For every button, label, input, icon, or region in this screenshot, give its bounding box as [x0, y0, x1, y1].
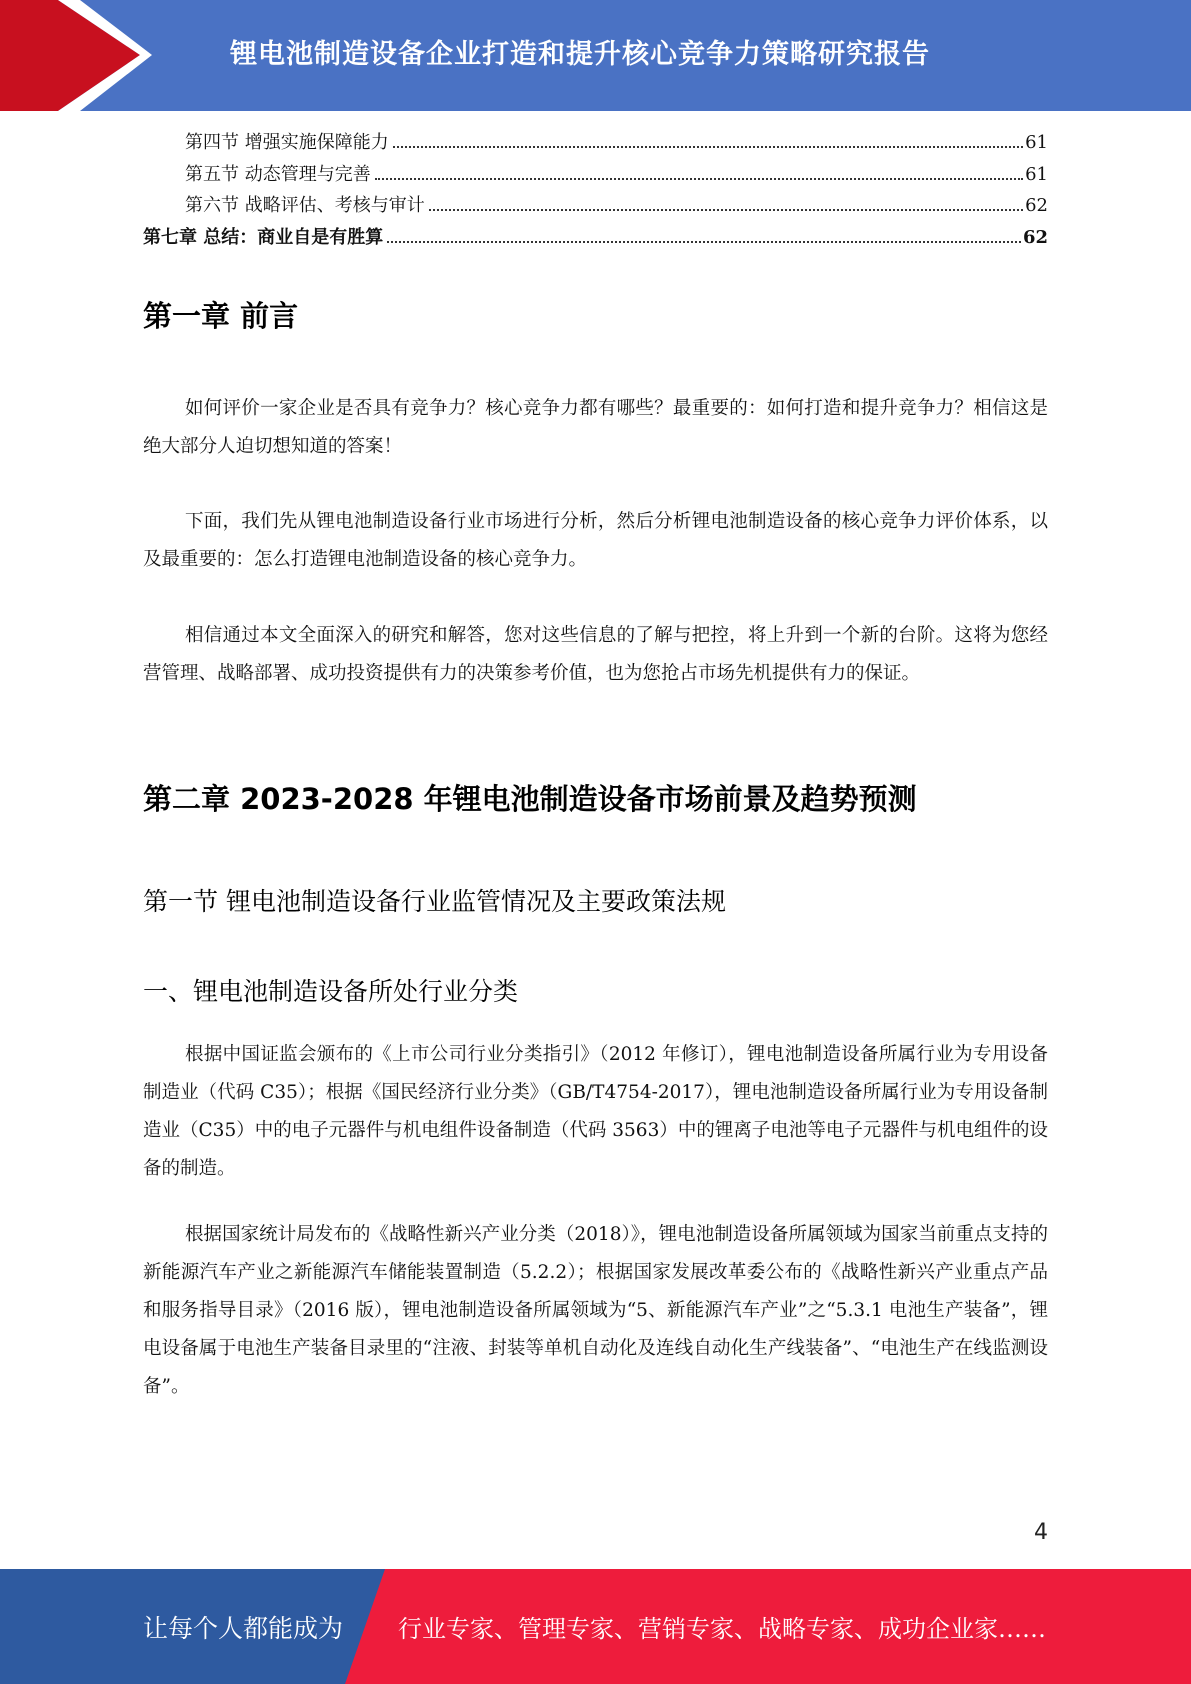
chapter-2-heading: 第二章 2023-2028 年锂电池制造设备市场前景及趋势预测 — [143, 782, 917, 816]
toc-entry[interactable] — [143, 160, 1048, 192]
page-number: 4 — [1034, 1520, 1048, 1545]
toc-entry-page: 62 — [1025, 195, 1048, 216]
toc-entry-chapter[interactable] — [143, 223, 1048, 255]
toc-entry[interactable] — [143, 128, 1048, 160]
toc-leader-dots — [393, 146, 1023, 148]
toc-entry[interactable] — [143, 191, 1048, 223]
table-of-contents — [143, 128, 1048, 254]
toc-entry-page: 61 — [1025, 132, 1048, 153]
body-paragraph: 下面，我们先从锂电池制造设备行业市场进行分析，然后分析锂电池制造设备的核心竞争力评价体系，以及最重要的：怎么打造锂电池制造设备的核心竞争力。 — [143, 511, 1048, 570]
toc-leader-dots — [387, 241, 1021, 243]
section-heading: 第一节 锂电池制造设备行业监管情况及主要政策法规 — [143, 887, 726, 916]
footer-slogan-right: 行业专家、管理专家、营销专家、战略专家、成功企业家…… — [398, 1615, 1046, 1643]
toc-entry-label: 第六节 战略评估、考核与审计 — [185, 195, 425, 216]
toc-entry-page: 62 — [1022, 226, 1048, 248]
header-title: 锂电池制造设备企业打造和提升核心竞争力策略研究报告 — [230, 39, 930, 70]
toc-entry-label: 第七章 总结：商业自是有胜算 — [143, 226, 384, 248]
chapter-1-heading: 第一章 前言 — [143, 299, 299, 333]
footer-slogan-left: 让每个人都能成为 — [143, 1614, 344, 1643]
body-paragraph: 如何评价一家企业是否具有竞争力？核心竞争力都有哪些？最重要的：如何打造和提升竞争力？相信这是绝大部分人迫切想知道的答案！ — [143, 398, 1048, 457]
page-header — [0, 0, 1191, 111]
toc-leader-dots — [429, 209, 1023, 211]
body-paragraph: 根据国家统计局发布的《战略性新兴产业分类（2018）》，锂电池制造设备所属领域为国家当前重点支持的新能源汽车产业之新能源汽车储能装置制造（5.2.2）；根据国家发展改革委公布的《战略性新兴产业重点产品和服务指导目录》（2016 版），锂电池制造设备所属领域为“5、新能源汽车产业”之“5.3.1 电池生产装备”，锂电设备属于电池生产装备目录里的“注液、封装等单机自动化及连线自动化生产线装备”、“电池生产在线监测设备”。 — [143, 1224, 1048, 1397]
toc-entry-page: 61 — [1025, 163, 1048, 185]
subsection-heading: 一、锂电池制造设备所处行业分类 — [143, 977, 519, 1006]
page-footer — [0, 1569, 1191, 1684]
toc-leader-dots — [375, 178, 1023, 180]
toc-entry-label: 第五节 动态管理与完善 — [185, 163, 371, 185]
body-paragraph: 根据中国证监会颁布的《上市公司行业分类指引》（2012 年修订），锂电池制造设备所属行业为专用设备制造业（代码 C35）；根据《国民经济行业分类》（GB/T4754-2017），锂电池制造设备所属行业为专用设备制造业（C35）中的电子元器件与机电组件设备制造（代码 3563）中的锂离子电池等电子元器件与机电组件的设备的制造。 — [143, 1044, 1048, 1179]
toc-entry-label: 第四节 增强实施保障能力 — [185, 132, 389, 153]
body-paragraph: 相信通过本文全面深入的研究和解答，您对这些信息的了解与把控，将上升到一个新的台阶。这将为您经营管理、战略部署、成功投资提供有力的决策参考价值，也为您抢占市场先机提供有力的保证。 — [143, 625, 1048, 684]
